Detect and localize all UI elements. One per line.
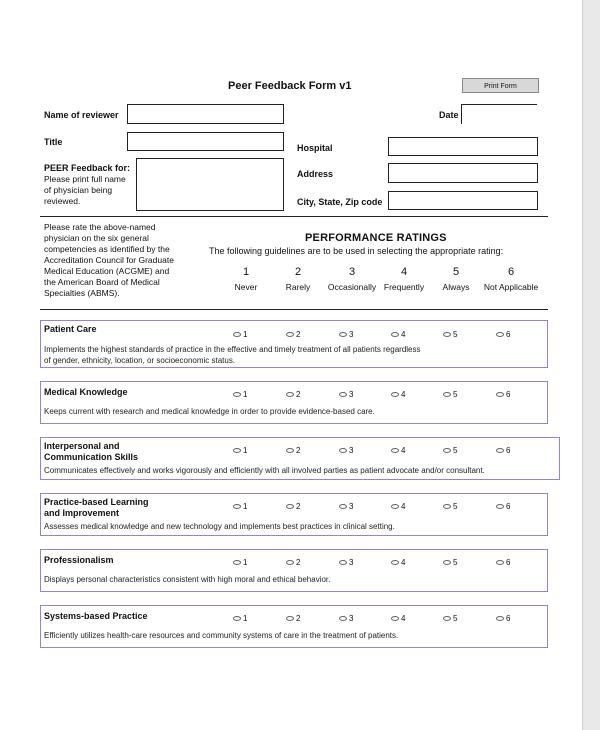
criterion-name: Professionalism	[44, 555, 114, 565]
radio-icon	[443, 560, 451, 565]
rating-option-5[interactable]: 5	[443, 446, 457, 455]
radio-icon	[286, 504, 294, 509]
rating-option-6[interactable]: 6	[496, 330, 510, 339]
radio-icon	[339, 504, 347, 509]
rating-option-2[interactable]: 2	[286, 558, 300, 567]
criterion-systems-based-practice	[40, 605, 548, 648]
radio-icon	[233, 448, 241, 453]
date-field[interactable]	[461, 104, 537, 124]
radio-icon	[233, 560, 241, 565]
rating-option-3[interactable]: 3	[339, 558, 353, 567]
hospital-label: Hospital	[297, 143, 333, 153]
rating-option-4[interactable]: 4	[391, 502, 405, 511]
rating-option-3[interactable]: 3	[339, 390, 353, 399]
ratings-title: PERFORMANCE RATINGS	[305, 232, 447, 244]
criterion-description: Communicates effectively and works vigorously and efficiently with all involved parties as patient advocate and/or consultant.	[44, 466, 485, 475]
rating-option-3[interactable]: 3	[339, 614, 353, 623]
radio-icon	[443, 332, 451, 337]
radio-icon	[233, 616, 241, 621]
criterion-name: Interpersonal and Communication Skills	[44, 441, 139, 462]
criterion-name: Systems-based Practice	[44, 611, 148, 621]
radio-icon	[443, 448, 451, 453]
rating-option-3[interactable]: 3	[339, 502, 353, 511]
city-field[interactable]	[388, 191, 538, 210]
radio-icon	[233, 332, 241, 337]
rating-option-2[interactable]: 2	[286, 390, 300, 399]
radio-icon	[496, 616, 504, 621]
rating-option-5[interactable]: 5	[443, 502, 457, 511]
radio-icon	[286, 560, 294, 565]
radio-icon	[339, 332, 347, 337]
radio-icon	[286, 392, 294, 397]
instructions: Please rate the above-named physician on the six general competencies as identified by the Accreditation Council for Graduate Medical Education (ACGME) and the American Board of Medical Specialties (ABMS).	[44, 222, 174, 298]
criterion-description: Keeps current with research and medical knowledge in order to provide evidence-based care.	[44, 407, 375, 416]
rating-option-6[interactable]: 6	[496, 614, 510, 623]
rating-option-5[interactable]: 5	[443, 330, 457, 339]
reviewer-field[interactable]	[127, 104, 284, 124]
peer-name-field[interactable]	[136, 158, 284, 211]
scale-item: 3 Occasionally	[327, 266, 377, 292]
radio-icon	[391, 616, 399, 621]
radio-icon	[286, 332, 294, 337]
criterion-name: Patient Care	[44, 324, 97, 334]
peer-hint: Please print full name of physician being reviewed.	[44, 174, 126, 206]
criterion-medical-knowledge	[40, 381, 548, 424]
rating-option-3[interactable]: 3	[339, 446, 353, 455]
rating-option-1[interactable]: 1	[233, 614, 247, 623]
radio-icon	[339, 616, 347, 621]
criterion-professionalism	[40, 549, 548, 592]
rating-option-6[interactable]: 6	[496, 446, 510, 455]
rating-option-1[interactable]: 1	[233, 558, 247, 567]
radio-icon	[339, 448, 347, 453]
criterion-name: Medical Knowledge	[44, 387, 128, 397]
rating-option-4[interactable]: 4	[391, 330, 405, 339]
radio-icon	[443, 616, 451, 621]
vertical-scrollbar[interactable]	[582, 0, 600, 730]
date-label: Date	[439, 110, 459, 120]
criterion-patient-care	[40, 320, 548, 368]
rating-option-2[interactable]: 2	[286, 614, 300, 623]
radio-icon	[391, 332, 399, 337]
radio-icon	[496, 332, 504, 337]
rating-option-1[interactable]: 1	[233, 330, 247, 339]
radio-icon	[339, 560, 347, 565]
title-label: Title	[44, 137, 63, 147]
rating-option-4[interactable]: 4	[391, 614, 405, 623]
rating-option-2[interactable]: 2	[286, 330, 300, 339]
divider	[40, 216, 548, 217]
radio-icon	[286, 616, 294, 621]
divider	[40, 309, 548, 310]
radio-icon	[496, 448, 504, 453]
rating-option-5[interactable]: 5	[443, 614, 457, 623]
rating-option-2[interactable]: 2	[286, 446, 300, 455]
address-field[interactable]	[388, 163, 538, 183]
rating-option-3[interactable]: 3	[339, 330, 353, 339]
rating-option-6[interactable]: 6	[496, 502, 510, 511]
rating-option-4[interactable]: 4	[391, 446, 405, 455]
ratings-subtitle: The following guidelines are to be used in selecting the appropriate rating:	[209, 246, 504, 256]
rating-option-6[interactable]: 6	[496, 390, 510, 399]
scale-item: 1 Never	[234, 266, 258, 292]
radio-icon	[496, 392, 504, 397]
radio-icon	[339, 392, 347, 397]
radio-icon	[233, 504, 241, 509]
criterion-description: Efficiently utilizes health-care resources and community systems of care in the treatment of patients.	[44, 631, 399, 640]
radio-icon	[391, 392, 399, 397]
rating-option-2[interactable]: 2	[286, 502, 300, 511]
address-label: Address	[297, 169, 334, 179]
radio-icon	[391, 448, 399, 453]
radio-icon	[286, 448, 294, 453]
rating-option-5[interactable]: 5	[443, 390, 457, 399]
criterion-description: Implements the highest standards of practice in the effective and timely treatment of all patients regardless of gender, ethnicity, location, or socioeconomic status.	[44, 345, 421, 365]
rating-option-6[interactable]: 6	[496, 558, 510, 567]
city-label: City, State, Zip code	[297, 197, 383, 207]
rating-option-4[interactable]: 4	[391, 558, 405, 567]
criterion-description: Displays personal characteristics consistent with high moral and ethical behavior.	[44, 575, 331, 584]
radio-icon	[496, 504, 504, 509]
scale-item: 2 Rarely	[285, 266, 311, 292]
rating-option-1[interactable]: 1	[233, 390, 247, 399]
criterion-interpersonal-communication	[40, 437, 560, 480]
hospital-field[interactable]	[388, 137, 538, 156]
scale-item: 4 Frequently	[383, 266, 425, 292]
criterion-description: Assesses medical knowledge and new technology and implements best practices in clinical setting.	[44, 522, 395, 531]
radio-icon	[391, 504, 399, 509]
criterion-name: Practice-based Learning and Improvement	[44, 497, 149, 518]
rating-option-4[interactable]: 4	[391, 390, 405, 399]
scale-item: 5 Always	[442, 266, 470, 292]
radio-icon	[443, 392, 451, 397]
rating-option-1[interactable]: 1	[233, 446, 247, 455]
scale-item: 6 Not Applicable	[483, 266, 539, 292]
print-form-button[interactable]: Print Form	[462, 78, 539, 93]
criterion-practice-based-learning	[40, 493, 548, 536]
peer-label: PEER Feedback for:	[44, 163, 131, 173]
form-title: Peer Feedback Form v1	[228, 80, 352, 92]
title-field[interactable]	[127, 132, 284, 151]
radio-icon	[391, 560, 399, 565]
rating-option-1[interactable]: 1	[233, 502, 247, 511]
rating-option-5[interactable]: 5	[443, 558, 457, 567]
radio-icon	[233, 392, 241, 397]
radio-icon	[443, 504, 451, 509]
reviewer-label: Name of reviewer	[44, 110, 119, 120]
radio-icon	[496, 560, 504, 565]
